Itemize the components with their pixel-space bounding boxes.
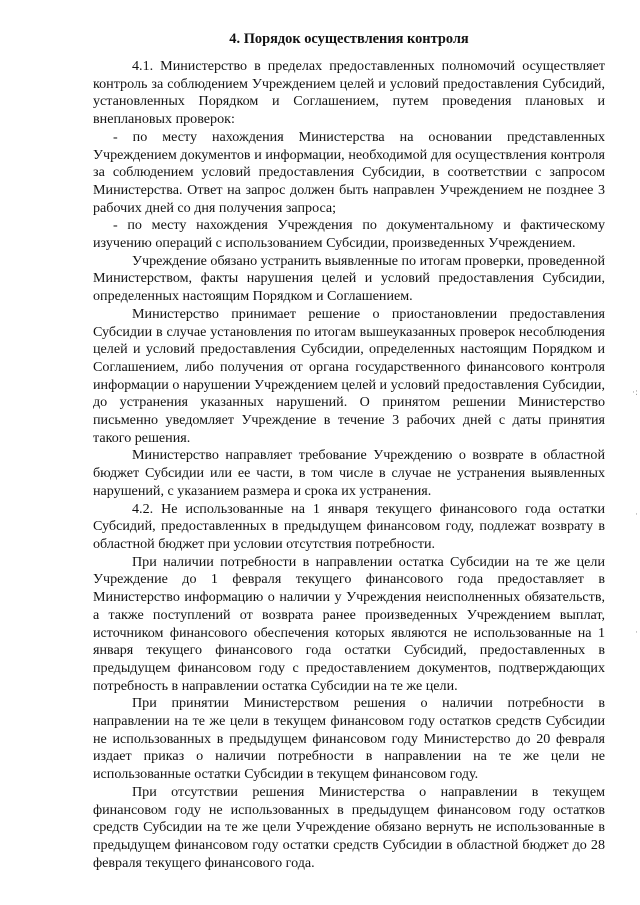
margin-scan-mark: · <box>635 628 638 638</box>
paragraph-refund-demand: Министерство направляет требование Учреждению о возврате в областной бюджет Субсидии или ее части, в том числе в случае не устранения выявленных нарушений, с указанием размера и срока их устранения. <box>93 447 605 499</box>
paragraph-elimination-duty: Учреждение обязано устранить выявленные по итогам проверки, проведенной Министерством, факты нарушения целей и условий предоставления Субсидии, определенных настоящим Порядком и Соглашением. <box>93 252 605 305</box>
paragraph-suspension-decision: Министерство принимает решение о приостановлении предоставления Субсидии в случае установления по итогам вышеуказанных проверок несоблюдения целей и условий предоставления Субсидии, определенных настоящим Порядком и Соглашением, либо получения от органа государственного финансового контроля информации о нарушении Учреждением целей и условий предоставления Субсидии, до устранения указанных нарушений. О принятом решении Министерство письменно уведомляет Учреждение в течение 3 рабочих дней с даты принятия такого решения. <box>93 305 605 446</box>
paragraph-need-decision: При принятии Министерством решения о наличии потребности в направлении на те же цели в текущем финансовом году остатков средств Субсидии не использованных в предыдущем финансовом году Министерство до 20 февраля издает приказ о наличии потребности в направлении на те же цели не использованные остатки Субсидии в текущем финансовом году. <box>93 695 605 783</box>
paragraph-4-2: 4.2. Не использованные на 1 января текущего финансового года остатки Субсидий, предоставленных в предыдущем финансовом году, подлежат возврату в областной бюджет при условии отсутствия потребности. <box>93 500 605 552</box>
list-item-ministry-location: - по месту нахождения Министерства на основании представленных Учреждением документов и информации, необходимой для осуществления контроля за соблюдением условий предоставления Субсидии, в соответствии с запросом Министерства. Ответ на запрос должен быть направлен Учреждением не позднее 3 рабочих дней со дня получения запроса; <box>93 128 605 216</box>
paragraph-4-1: 4.1. Министерство в пределах предоставленных полномочий осуществляет контроль за соблюдением Учреждением целей и условий предоставления Субсидий, установленных Порядком и Соглашением, путем проведения плановых и внеплановых проверок: <box>93 58 605 128</box>
document-page <box>93 30 605 872</box>
paragraph-no-decision-return: При отсутствии решения Министерства о направлении в текущем финансовом году не использованных в предыдущем финансовом году остатков средств Субсидии на те же цели Учреждение обязано вернуть не использованные в предыдущем финансовом году остатки средств Субсидии в областной бюджет до 28 февраля текущего финансового года. <box>93 783 605 871</box>
margin-scan-mark: · <box>635 510 638 520</box>
section-heading: 4. Порядок осуществления контроля <box>229 31 469 47</box>
margin-scan-mark: ·: <box>632 388 638 398</box>
list-item-institution-location: - по месту нахождения Учреждения по документальному и фактическому изучению операций с использованием Субсидии, произведенных Учреждением. <box>93 217 605 252</box>
paragraph-need-information: При наличии потребности в направлении остатка Субсидии на те же цели Учреждение до 1 февраля текущего финансового года предоставляет в Министерство информацию о наличии у Учреждения неисполненных обязательств, а также поступлений от возврата ранее произведенных Учреждением выплат, источником финансового обеспечения которых являются не использованные на 1 января текущего финансового года остатки Субсидий, предоставленных в предыдущем финансовом году с предоставлением документов, подтверждающих потребность в направлении остатка Субсидии на те же цели. <box>93 553 605 694</box>
